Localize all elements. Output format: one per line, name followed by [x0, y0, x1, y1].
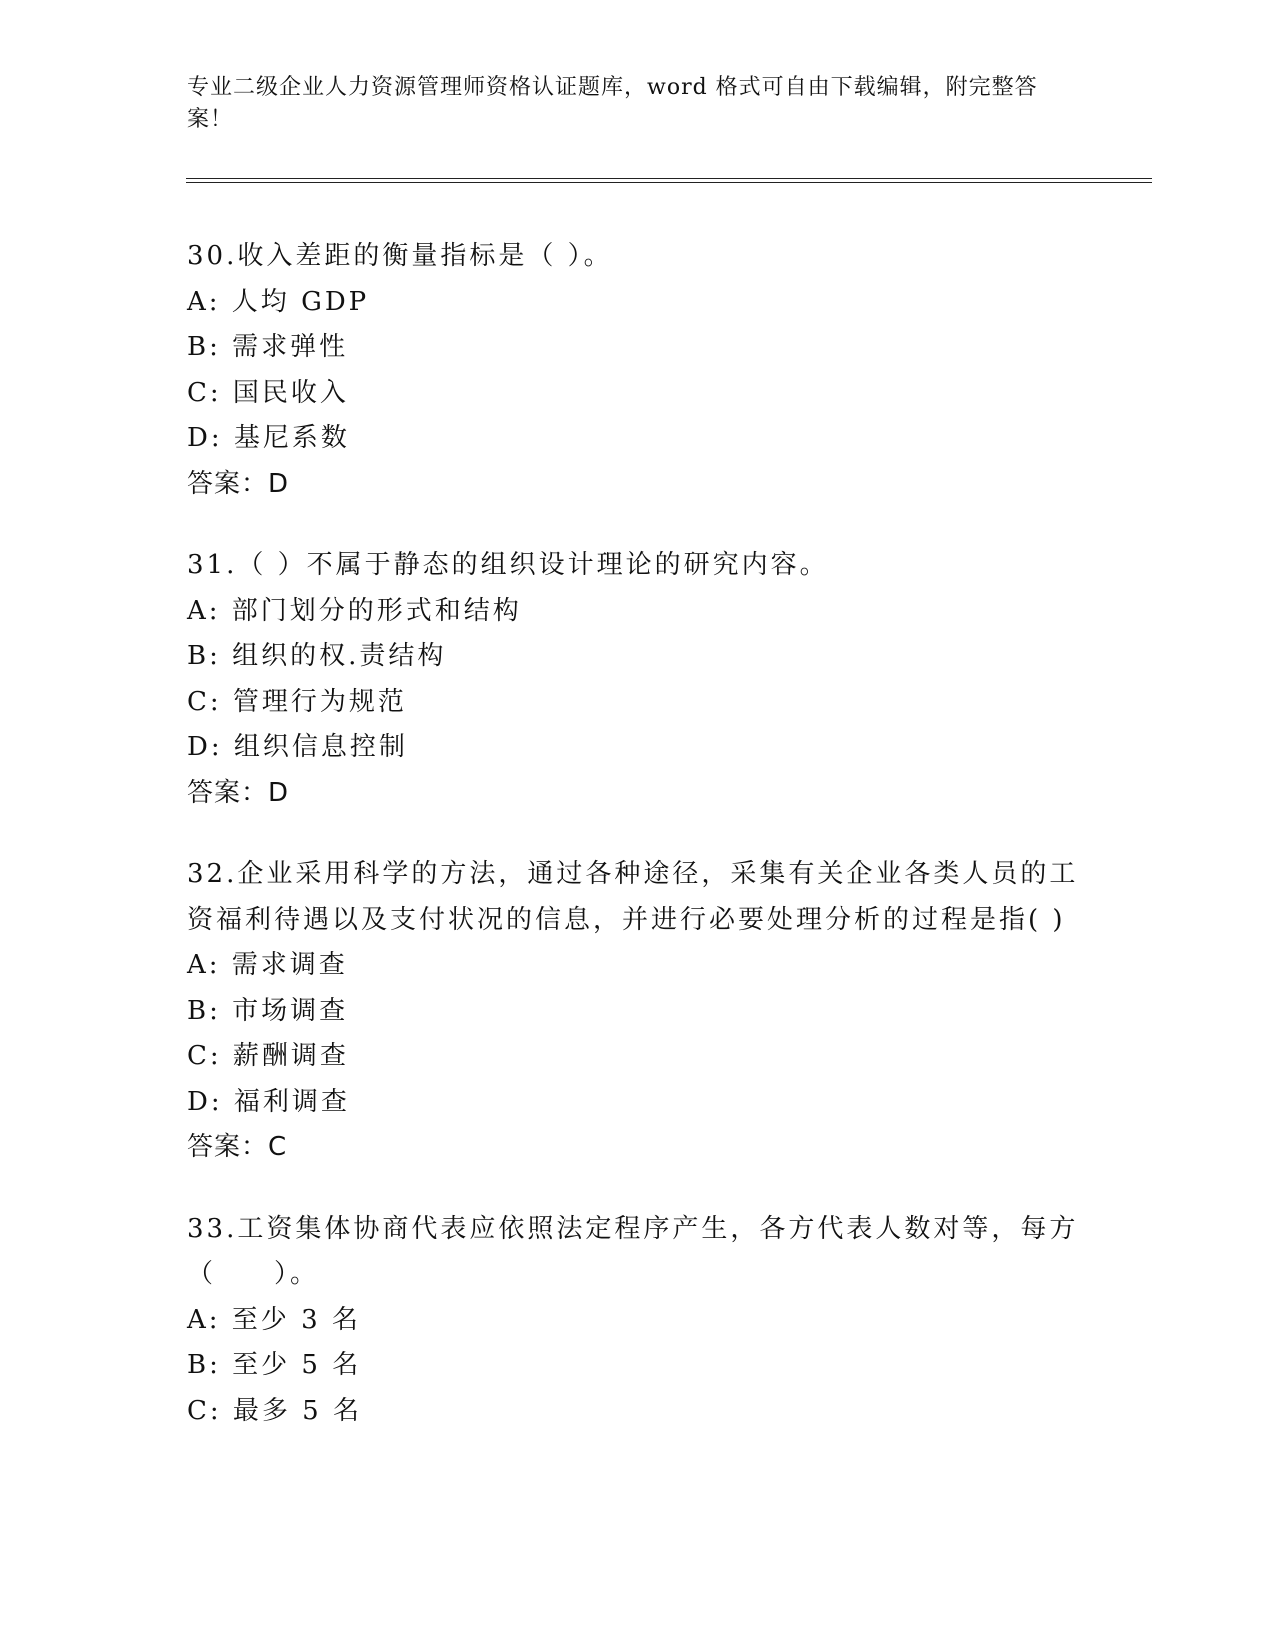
question-stem: 32.企业采用科学的方法，通过各种途径，采集有关企业各类人员的工资福利待遇以及支付状况的信息，并进行必要处理分析的过程是指( ) [187, 859, 1079, 935]
option-d: D: 基尼系数 [187, 423, 350, 453]
question-33 [187, 1207, 1087, 1435]
option-d: D: 福利调查 [187, 1086, 350, 1117]
option-c: C: 最多 5 名 [187, 1395, 362, 1426]
document-header: 专业二级企业人力资源管理师资格认证题库，word 格式可自由下载编辑，附完整答案！ [187, 75, 1038, 132]
option-b: B: 组织的权.责结构 [187, 641, 447, 671]
header-divider-bottom [186, 182, 1152, 183]
question-stem: 30.收入差距的衡量指标是（ ）。 [187, 241, 613, 271]
option-a: A: 部门划分的形式和结构 [187, 595, 522, 626]
option-c: C: 管理行为规范 [187, 686, 407, 717]
question-30 [187, 234, 1087, 507]
option-a: A: 人均 GDP [187, 286, 370, 317]
question-31 [187, 543, 1087, 816]
option-b: B: 至少 5 名 [187, 1350, 362, 1380]
question-list [187, 234, 1087, 1470]
option-d: D: 组织信息控制 [187, 732, 408, 762]
question-stem: 31.（ ）不属于静态的组织设计理论的研究内容。 [187, 550, 829, 580]
answer-line: 答案：C [187, 1132, 288, 1162]
option-b: B: 需求弹性 [187, 332, 349, 362]
option-c: C: 薪酬调查 [187, 1041, 349, 1071]
option-a: A: 至少 3 名 [187, 1304, 361, 1335]
question-stem: 33.工资集体协商代表应依照法定程序产生，各方代表人数对等，每方（ ）。 [187, 1213, 1079, 1289]
answer-line: 答案：D [187, 777, 290, 808]
question-32 [187, 852, 1087, 1171]
option-a: A: 需求调查 [187, 950, 348, 980]
answer-line: 答案：D [187, 468, 290, 499]
header-divider-top [186, 178, 1152, 179]
option-c: C: 国民收入 [187, 377, 349, 408]
option-b: B: 市场调查 [187, 995, 349, 1026]
